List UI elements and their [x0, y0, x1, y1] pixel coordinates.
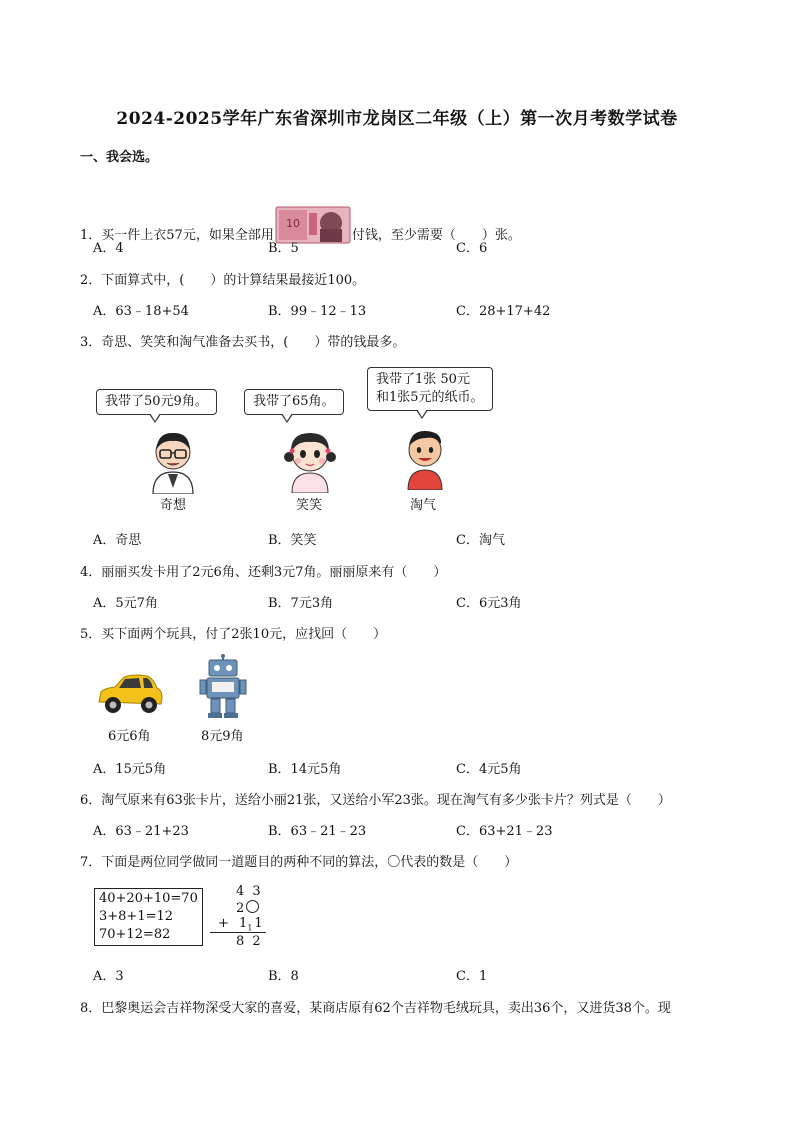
q1-option-b[interactable]: B．5: [268, 241, 299, 256]
girl-xiaoxiao-illustration: [282, 427, 338, 493]
vertical-row-3: [218, 916, 263, 933]
question-1-text-before: 1．买一件上衣57元，如果全部用: [80, 228, 274, 243]
q5-option-c[interactable]: C．4元5角: [456, 762, 522, 777]
plus-sign: +: [218, 916, 229, 931]
speech-bubble-taoqi-line1: 我带了1张 50元: [376, 372, 470, 387]
q7-option-a[interactable]: A．3: [93, 969, 124, 984]
vertical-row-3-tens: 1: [239, 916, 248, 931]
vertical-row-2: [236, 900, 259, 916]
q6-option-a[interactable]: A．63﹣21+23: [93, 824, 189, 839]
question-4: 4．丽丽买发卡用了2元6角、还剩3元7角。丽丽原来有（ ）: [80, 565, 447, 580]
circle-placeholder-icon: [246, 900, 259, 913]
q1-option-a[interactable]: A．4: [93, 241, 124, 256]
q2-option-c[interactable]: C．28+17+42: [456, 304, 551, 319]
q4-option-b[interactable]: B．7元3角: [268, 596, 334, 611]
q4-option-a[interactable]: A．5元7角: [93, 596, 158, 611]
q1-option-c[interactable]: C．6: [456, 241, 488, 256]
toy-robot-image: [199, 654, 247, 720]
question-1: [80, 205, 521, 245]
q5-option-b[interactable]: B．14元5角: [268, 762, 342, 777]
question-6: 6．淘气原来有63张卡片，送给小丽21张，又送给小军23张。现在淘气有多少张卡片？列式是（ ）: [80, 793, 671, 808]
q3-option-a[interactable]: A．奇思: [93, 533, 142, 548]
calc-line-3: 70+12=82: [99, 927, 171, 942]
svg-text:10: 10: [285, 217, 300, 230]
q7-option-c[interactable]: C．1: [456, 969, 488, 984]
q6-option-c[interactable]: C．63+21﹣23: [456, 824, 553, 839]
question-1-text-after: 付钱，至少需要（ ）张。: [351, 228, 521, 243]
question-3: 3．奇思、笑笑和淘气准备去买书，( ）带的钱最多。: [80, 335, 406, 350]
speech-bubble-qisi: [96, 389, 217, 415]
section-heading: 一、我会选。: [80, 150, 159, 165]
toy-car-image: [95, 672, 165, 716]
robot-price: 8元9角: [201, 729, 244, 744]
boy-taoqi-illustration: [402, 426, 448, 490]
vertical-row-1: 4 3: [236, 884, 263, 899]
q2-option-b[interactable]: B．99﹣12﹣13: [268, 304, 367, 319]
q3-option-c[interactable]: C．淘气: [456, 533, 505, 548]
vertical-divider: [210, 932, 266, 933]
calculation-box: [94, 888, 203, 946]
q7-option-b[interactable]: B．8: [268, 969, 299, 984]
q2-option-a[interactable]: A．63﹣18+54: [93, 304, 189, 319]
calc-line-1: 40+20+10=70: [99, 891, 198, 906]
question-8: 8．巴黎奥运会吉祥物深受大家的喜爱，某商店原有62个吉祥物毛绒玩具，卖出36个，又进货38个。现: [80, 1001, 671, 1016]
q3-option-b[interactable]: B．笑笑: [268, 533, 317, 548]
car-price: 6元6角: [108, 729, 151, 744]
speech-bubble-qisi-text: 我带了50元9角。: [105, 394, 208, 409]
q6-option-b[interactable]: B．63﹣21﹣23: [268, 824, 367, 839]
speech-bubble-taoqi: [367, 367, 493, 411]
page-title: 2024-2025学年广东省深圳市龙岗区二年级（上）第一次月考数学试卷: [116, 109, 678, 129]
carry-digit: 1: [247, 923, 253, 933]
speech-bubble-xiaoxiao-text: 我带了65角。: [253, 394, 335, 409]
name-qisi: 奇想: [160, 498, 187, 513]
vertical-row-2-digit: 2: [236, 901, 245, 916]
vertical-row-3-ones: 1: [254, 916, 263, 931]
name-taoqi: 淘气: [410, 498, 437, 513]
q5-option-a[interactable]: A．15元5角: [93, 762, 167, 777]
question-7: 7．下面是两位同学做同一道题目的两种不同的算法，〇代表的数是（ ）: [80, 855, 518, 870]
boy-qisi-illustration: [148, 428, 198, 494]
speech-bubble-xiaoxiao: [244, 389, 344, 415]
question-5: 5．买下面两个玩具，付了2张10元，应找回（ ）: [80, 627, 387, 642]
speech-bubble-taoqi-line2: 和1张5元的纸币。: [376, 390, 484, 405]
question-2: 2．下面算式中，( ）的计算结果最接近100。: [80, 273, 366, 288]
q4-option-c[interactable]: C．6元3角: [456, 596, 522, 611]
name-xiaoxiao: 笑笑: [296, 498, 323, 513]
calc-line-2: 3+8+1=12: [99, 909, 174, 924]
vertical-result: 8 2: [236, 934, 263, 949]
